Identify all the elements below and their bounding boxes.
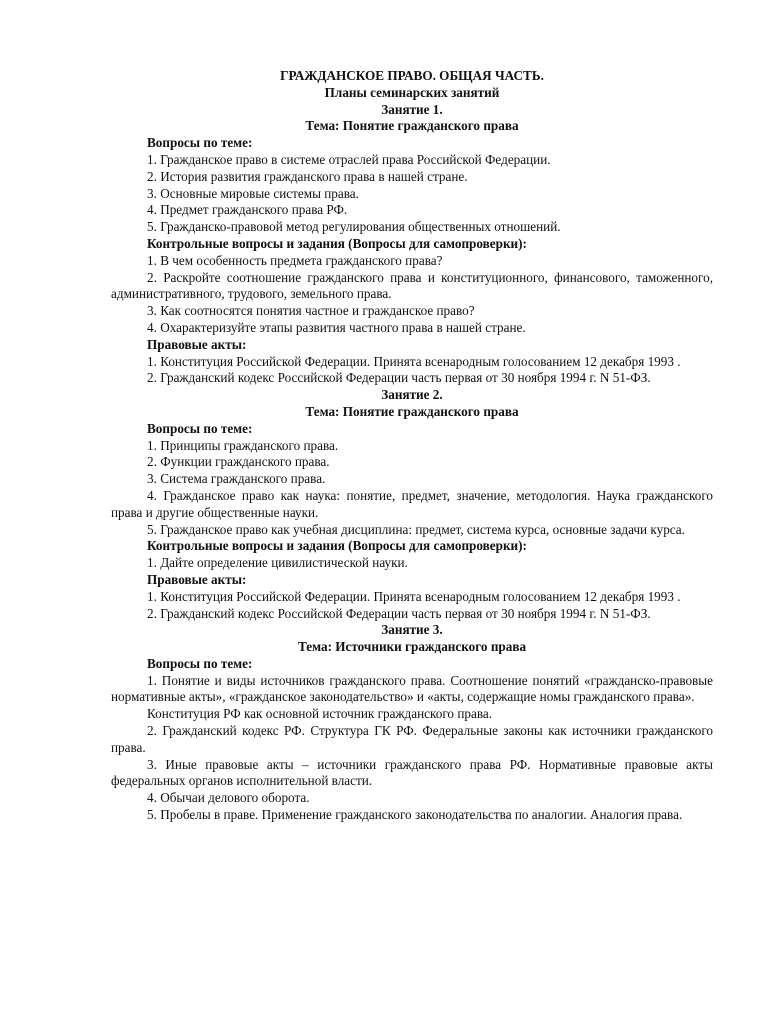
session-2-questions-heading: Вопросы по теме: (147, 420, 253, 436)
session-2-question: 1. Принципы гражданского права. (147, 437, 339, 453)
session-1-question: 3. Основные мировые системы права. (147, 185, 359, 201)
session-1-question: 2. История развития гражданского права в нашей стране. (147, 168, 468, 184)
session-1-control-question: 4. Охарактеризуйте этапы развития частного права в нашей стране. (147, 319, 526, 335)
session-2-control-heading: Контрольные вопросы и задания (Вопросы для самопроверки): (147, 538, 527, 554)
document-title: ГРАЖДАНСКОЕ ПРАВО. ОБЩАЯ ЧАСТЬ. (280, 68, 544, 83)
session-1-control-question: 3. Как соотносятся понятия частное и гражданское право? (147, 303, 475, 319)
session-3-question: 5. Пробелы в праве. Применение гражданского законодательства по аналогии. Аналогия права. (147, 807, 683, 823)
session-3-questions-heading: Вопросы по теме: (147, 655, 253, 671)
session-2-question: 4. Гражданское право как наука: понятие, предмет, значение, методология. Наука гражданского права и другие общественные науки. (111, 487, 713, 520)
session-1-question: 1. Гражданское право в системе отраслей права Российской Федерации. (147, 151, 551, 167)
session-1-title: Занятие 1. (381, 101, 443, 117)
session-2-topic: Тема: Понятие гражданского права (305, 403, 519, 419)
session-1-acts-heading: Правовые акты: (147, 336, 247, 352)
session-1-control-question: 2. Раскройте соотношение гражданского права и конституционного, финансового, таможенного, административного, трудового, земельного права. (111, 269, 713, 302)
session-3-question: Конституция РФ как основной источник гражданского права. (147, 706, 493, 722)
session-1-act: 1. Конституция Российской Федерации. Принята всенародным голосованием 12 декабря 1993 . (147, 353, 681, 369)
document-subtitle: Планы семинарских занятий (324, 84, 500, 100)
session-3-topic: Тема: Источники гражданского права (297, 639, 527, 655)
session-2-question: 3. Система гражданского права. (147, 471, 326, 487)
session-2-act: 1. Конституция Российской Федерации. Принята всенародным голосованием 12 декабря 1993 . (147, 588, 681, 604)
session-1-questions-heading: Вопросы по теме: (147, 135, 253, 151)
session-1-question: 5. Гражданско-правовой метод регулирования общественных отношений. (147, 219, 561, 235)
session-1-control-question: 1. В чем особенность предмета гражданского права? (147, 252, 443, 268)
session-3-question: 1. Понятие и виды источников гражданского права. Соотношение понятий «гражданско-правовые нормативные акты», «гражданское законодательство» и «акты, содержащие номы гражданского права». (111, 672, 713, 705)
session-2-act: 2. Гражданский кодекс Российской Федерации часть первая от 30 ноября 1994 г. N 51-ФЗ. (147, 605, 651, 621)
session-2-control-question: 1. Дайте определение цивилистической науки. (147, 555, 408, 571)
session-2-question: 2. Функции гражданского права. (147, 454, 330, 470)
session-3-question: 2. Гражданский кодекс РФ. Структура ГК РФ. Федеральные законы как источники гражданского права. (111, 723, 713, 755)
session-3-question: 4. Обычаи делового оборота. (147, 790, 310, 806)
session-2-question: 5. Гражданское право как учебная дисциплина: предмет, система курса, основные задачи курса. (147, 521, 685, 537)
session-1-topic: Тема: Понятие гражданского права (305, 118, 519, 134)
session-3-title: Занятие 3. (381, 622, 443, 638)
session-3-question: 3. Иные правовые акты – источники гражданского права РФ. Нормативные правовые акты федеральных органов исполнительной власти. (111, 756, 713, 789)
session-1-act: 2. Гражданский кодекс Российской Федерации часть первая от 30 ноября 1994 г. N 51-ФЗ. (147, 370, 651, 386)
session-1-question: 4. Предмет гражданского права РФ. (147, 202, 348, 218)
session-1-control-heading: Контрольные вопросы и задания (Вопросы для самопроверки): (147, 235, 527, 251)
session-2-title: Занятие 2. (381, 387, 443, 403)
session-2-acts-heading: Правовые акты: (147, 571, 247, 587)
